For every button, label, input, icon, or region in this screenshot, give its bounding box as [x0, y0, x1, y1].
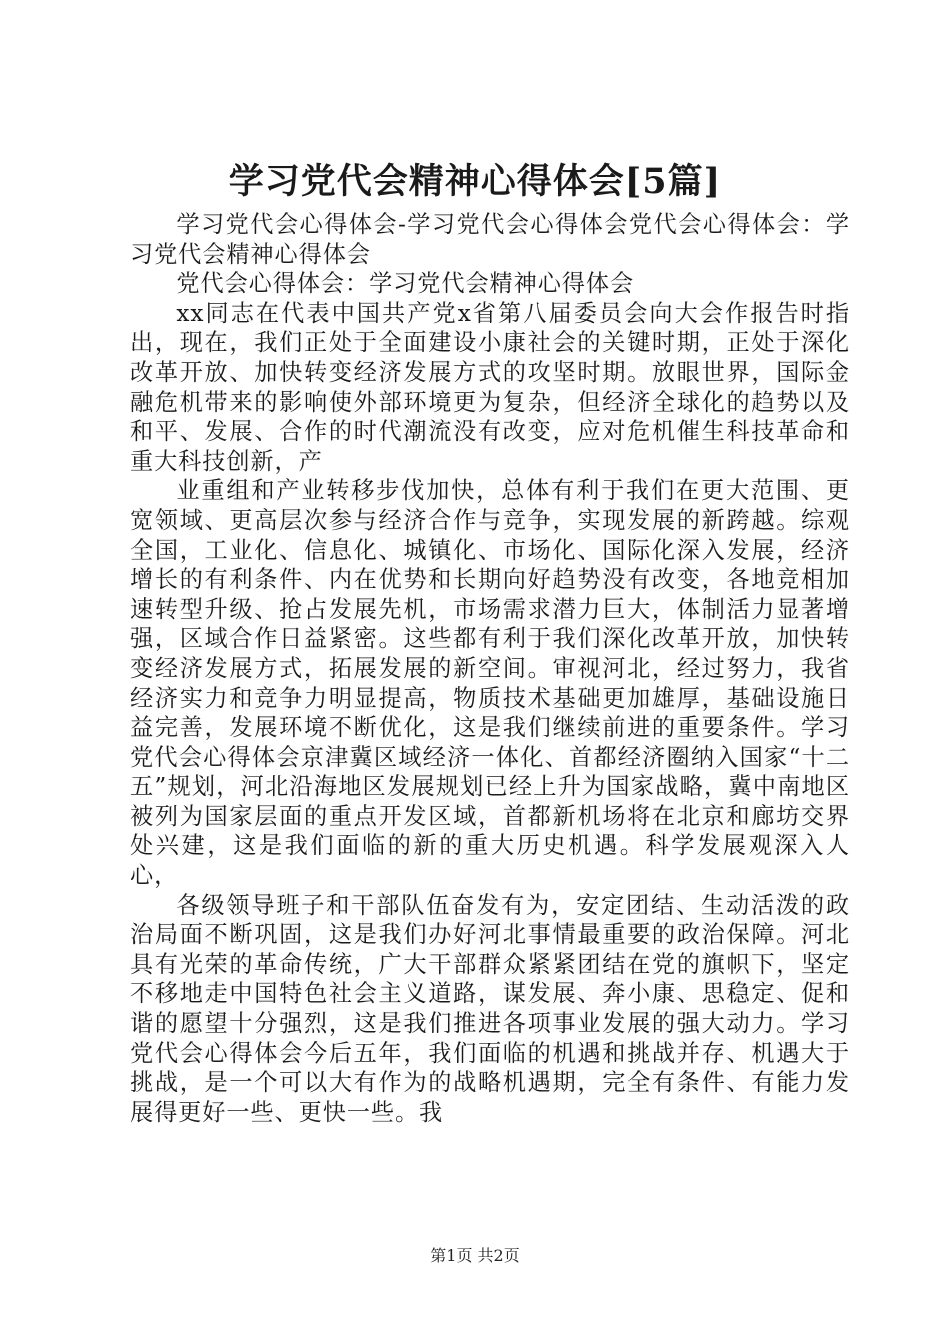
paragraph: 学习党代会心得体会-学习党代会心得体会党代会心得体会：学习党代会精神心得体会 — [130, 211, 850, 268]
paragraph: xx同志在代表中国共产党x省第八届委员会向大会作报告时指出，现在，我们正处于全面建设小康社会的关键时期，正处于深化改革开放、加快转变经济发展方式的攻坚时期。放眼世界，国际金融危机带来的影响使外部环境更为复杂，但经济全球化的趋势以及和平、发展、合作的时代潮流没有改变，应对危机催生科技革命和重大科技创新，产 — [130, 299, 850, 475]
paragraph: 业重组和产业转移步伐加快，总体有利于我们在更大范围、更宽领域、更高层次参与经济合作与竞争，实现发展的新跨越。综观全国，工业化、信息化、城镇化、市场化、国际化深入发展，经济增长的有利条件、内在优势和长期向好趋势没有改变，各地竞相加速转型升级、抢占发展先机，市场需求潜力巨大，体制活力显著增强，区域合作日益紧密。这些都有利于我们深化改革开放，加快转变经济发展方式，拓展发展的新空间。审视河北，经过努力，我省经济实力和竞争力明显提高，物质技术基础更加雄厚，基础设施日益完善，发展环境不断优化，这是我们继续前进的重要条件。学习党代会心得体会京津冀区域经济一体化、首都经济圈纳入国家“十二五”规划，河北沿海地区发展规划已经上升为国家战略，冀中南地区被列为国家层面的重点开发区域，首都新机场将在北京和廊坊交界处兴建，这是我们面临的新的重大历史机遇。科学发展观深入人心， — [130, 477, 850, 890]
page-number-footer: 第1页 共2页 — [430, 1246, 520, 1265]
document-title: 学习党代会精神心得体会[5篇] — [228, 161, 722, 202]
paragraph: 党代会心得体会：学习党代会精神心得体会 — [176, 270, 635, 298]
document-body — [130, 210, 850, 1127]
paragraph: 各级领导班子和干部队伍奋发有为，安定团结、生动活泼的政治局面不断巩固，这是我们办好河北事情最重要的政治保障。河北具有光荣的革命传统，广大干部群众紧紧团结在党的旗帜下，坚定不移地走中国特色社会主义道路，谋发展、奔小康、思稳定、促和谐的愿望十分强烈，这是我们推进各项事业发展的强大动力。学习党代会心得体会今后五年，我们面临的机遇和挑战并存、机遇大于挑战，是一个可以大有作为的战略机遇期，完全有条件、有能力发展得更好一些、更快一些。我 — [130, 891, 850, 1126]
